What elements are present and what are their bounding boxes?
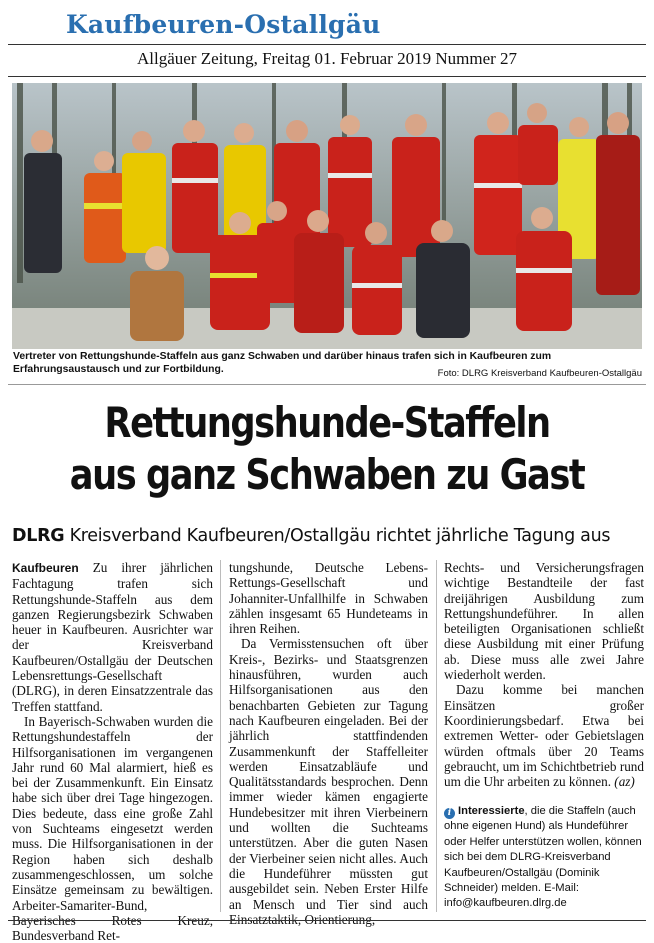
headline-line-2: aus ganz Schwaben zu Gast: [69, 450, 585, 499]
paragraph: Da Vermisstensuchen oft über Kreis-, Bezirks- und Staatsgrenzen hinausführen, wurden auch Hilfsorganisationen aus den benachbarten Gebieten zur Tagung nach Kaufbeuren eingeladen. Bei der jährlich stattfindenden Zusammenkunft der Staffelleiter werden Einsatzabläufe und Qualitätsstandards besprochen. Denn immer wieder kämen engagierte Hundebesitzer mit ihren Vierbeinern und wollten die Suchteams unterstützen. Aber die guten Nasen der Vierbeiner seien nicht alles. Auch die Hundeführer müssten gut ausgebildet sein. Neben Erster Hilfe an Mensch und Tier sind auch Einsatztaktik, Orientierung,: [229, 636, 428, 927]
section-title: Kaufbeuren-Ostallgäu: [66, 10, 381, 39]
dateline: Allgäuer Zeitung, Freitag 01. Februar 2019 Nummer 27: [136, 49, 518, 68]
info-text: , die die Staffeln (auch ohne eigenen Hund) als Hundeführer oder Helfer unterstützen wollen, können sich bei dem DLRG-Kreisverband Kaufbeuren/Ostallgäu (Dominik Schneider) melden. E-Mail: info@kaufbeuren.dlrg.de: [444, 805, 642, 910]
paragraph: Rechts- und Versicherungsfragen wichtige Bestandteile der fast dreijährigen Ausbildung zum Rettungshundeführer. In allen beteiligten Organisationen schließt diese Ausbildung mit einer Prüfung ab. Diese muss alle zwei Jahre wiederholt werden.: [444, 560, 644, 683]
paragraph: In Bayerisch-Schwaben wurden die Rettungshundestaffeln der Hilfsorganisationen im vergangenen Jahr rund 60 Mal alarmiert, hieß es bei der Zusammenkunft. Ein Einsatz habe sich über drei Tage hingezogen. Dies bedeute, dass eine große Zahl von Suchteams eingesetzt werden muss. Die Hilfsorganisationen in der Region haben sich deshalb zusammengeschlossen, um solche Einsätze gemeinsam zu bewältigen. Arbeiter-Samariter-Bund, Bayerisches Rotes Kreuz, Bundesverband Ret-: [12, 713, 213, 943]
photo-rule: [8, 384, 646, 385]
info-lead: Interessierte: [458, 805, 525, 817]
headline: [52, 397, 601, 501]
article-column-2: [229, 560, 428, 927]
photo-credit: Foto: DLRG Kreisverband Kaufbeuren-Ostallgäu: [437, 368, 642, 379]
author-initials: (az): [614, 774, 635, 790]
dateline-location: Kaufbeuren: [12, 561, 79, 575]
bottom-rule: [8, 920, 646, 921]
paragraph-text: Dazu komme bei manchen Einsätzen großer Koordinierungsbedarf. Etwa bei extremen Wetter- oder Gebietslagen würden oftmals über 20 Teams gebraucht, um im Schichtbetrieb rund um die Uhr arbeiten zu können.: [444, 682, 644, 790]
article-column-3: [444, 560, 644, 789]
group-photo: [12, 83, 642, 349]
article-column-1: [12, 560, 213, 943]
paragraph: tungshunde, Deutsche Lebens-Rettungs-Gesellschaft und Johanniter-Unfallhilfe in Schwaben zählen insgesamt 65 Hundeteams in ihren Reihen.: [229, 560, 428, 637]
column-divider: [220, 560, 221, 912]
paragraph-text: Zu ihrer jährlichen Fachtagung trafen sich Rettungshunde-Staffeln aus dem ganzen Regierungsbezirk Schwaben heuer in Kaufbeuren. Ausrichter war der Kreisverband Kaufbeuren/Ostallgäu der Deutschen Lebensrettungs-Gesellschaft (DLRG), in deren Einsatzzentrale das Treffen stattfand.: [12, 560, 213, 714]
subheadline-text: Kreisverband Kaufbeuren/Ostallgäu richtet jährliche Tagung aus: [69, 526, 611, 546]
paragraph: [444, 682, 644, 789]
group-photo-image: [12, 83, 642, 349]
dateline-rule: [8, 76, 646, 77]
header-rule: [8, 44, 646, 45]
info-box: [444, 804, 649, 912]
subheadline-org: DLRG: [12, 526, 65, 546]
headline-line-1: Rettungshunde-Staffeln: [104, 398, 550, 447]
paragraph: [12, 560, 213, 714]
masthead: [8, 0, 646, 50]
info-icon: i: [444, 808, 455, 819]
subheadline: [12, 526, 652, 546]
column-divider: [436, 560, 437, 912]
photo-caption: Vertreter von Rettungshunde-Staffeln aus ganz Schwaben und darüber hinaus trafen sich in Kaufbeuren zum Erfahrungsaustausch und zur Fortbildung.: [13, 351, 552, 375]
